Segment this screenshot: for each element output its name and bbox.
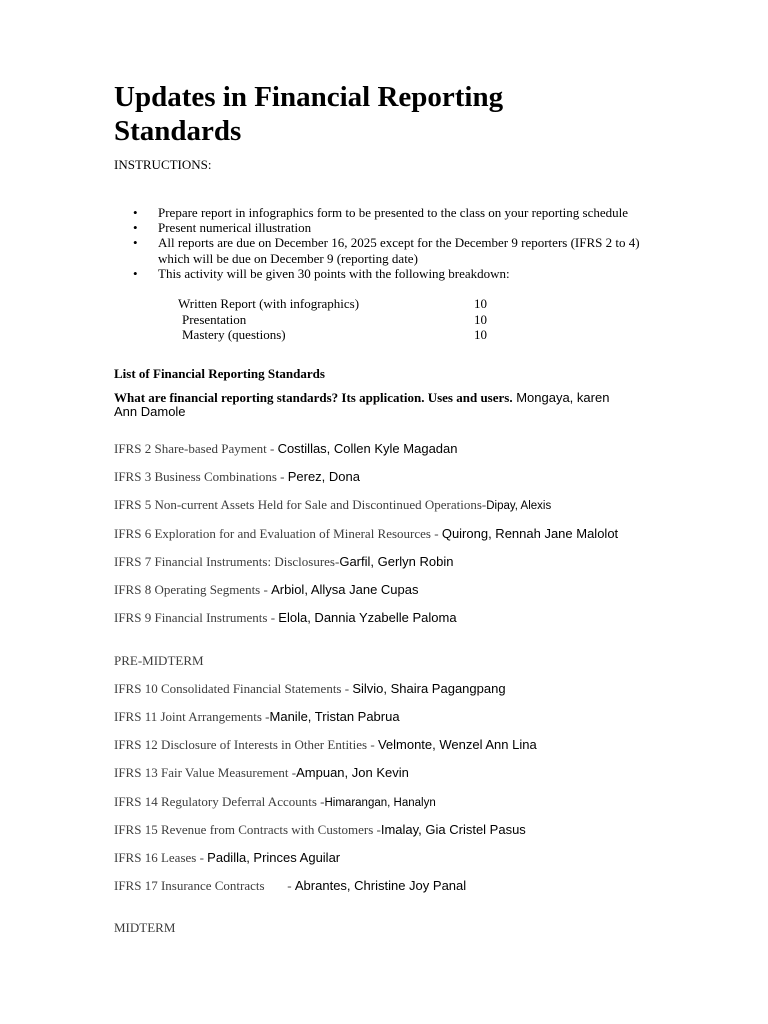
- reporter-name: Manile, Tristan Pabrua: [269, 709, 400, 724]
- standard-name: IFRS 15 Revenue from Contracts with Customers -: [114, 822, 381, 837]
- standard-name: IFRS 12 Disclosure of Interests in Other Entities -: [114, 737, 378, 752]
- standard-name: IFRS 3 Business Combinations -: [114, 469, 288, 484]
- standard-row: [114, 681, 506, 697]
- instructions-list: [114, 205, 674, 281]
- standard-name: IFRS 10 Consolidated Financial Statements -: [114, 681, 353, 696]
- standard-name: IFRS 5 Non-current Assets Held for Sale and Discontinued Operations-: [114, 497, 487, 512]
- list-item: • All reports are due on December 16, 2025 except for the December 9 reporters (IFRS 2 to 4) which will be due on December 9 (reporting date): [133, 235, 640, 266]
- standard-row: [114, 794, 436, 811]
- standard-name: IFRS 17 Insurance Contracts -: [114, 878, 295, 893]
- breakdown-label: Written Report (with infographics): [178, 296, 360, 311]
- reporter-name: Quirong, Rennah Jane Malolot: [441, 526, 619, 541]
- standard-row: [114, 822, 526, 838]
- reporter-name: Ampuan, Jon Kevin: [296, 765, 409, 780]
- standard-row: [114, 582, 419, 598]
- standard-row: [114, 497, 551, 514]
- section-label-premidterm: PRE-MIDTERM: [114, 653, 204, 668]
- reporter-name: Abrantes, Christine Joy Panal: [294, 878, 467, 893]
- breakdown-points: 10: [474, 296, 487, 311]
- bullet-icon: •: [133, 220, 138, 236]
- intro-reporter-cont: Ann Damole: [114, 404, 186, 419]
- reporter-name: Padilla, Princes Aguilar: [207, 850, 341, 865]
- page-title: Updates in Financial Reporting Standards: [114, 81, 504, 147]
- standard-name: IFRS 11 Joint Arrangements -: [114, 709, 270, 724]
- list-heading: List of Financial Reporting Standards: [114, 366, 325, 381]
- standard-row: [114, 441, 458, 457]
- reporter-name: Elola, Dannia Yzabelle Paloma: [278, 610, 457, 625]
- standard-row: [114, 469, 360, 485]
- intro-row: [114, 390, 609, 405]
- reporter-name: Velmonte, Wenzel Ann Lina: [377, 737, 537, 752]
- standard-row: [114, 850, 340, 866]
- bullet-icon: •: [133, 205, 138, 220]
- bullet-icon: •: [133, 265, 138, 281]
- breakdown-points: 10: [474, 312, 487, 327]
- list-item: • This activity will be given 30 points with the following breakdown:: [133, 265, 510, 281]
- intro-reporter: Mongaya, karen: [512, 390, 610, 405]
- standard-row: [114, 878, 466, 894]
- section-label-midterm: MIDTERM: [114, 920, 176, 935]
- standard-row: [114, 737, 537, 753]
- standard-name: IFRS 7 Financial Instruments: Disclosures-: [114, 554, 340, 569]
- standard-name: IFRS 14 Regulatory Deferral Accounts -: [114, 794, 325, 809]
- standard-name: IFRS 6 Exploration for and Evaluation of Mineral Resources -: [114, 526, 442, 541]
- breakdown-label: Presentation: [182, 312, 247, 327]
- reporter-name: Garfil, Gerlyn Robin: [339, 554, 454, 569]
- reporter-name: Arbiol, Allysa Jane Cupas: [271, 582, 419, 597]
- list-item: • Prepare report in infographics form to be presented to the class on your reporting schedule: [133, 205, 629, 220]
- reporter-name: Silvio, Shaira Pagangpang: [352, 681, 506, 696]
- list-item: • Present numerical illustration: [133, 220, 312, 236]
- intro-question: What are financial reporting standards? Its application. Uses and users.: [114, 390, 513, 405]
- breakdown-label: Mastery (questions): [182, 327, 286, 342]
- standard-row: [114, 554, 453, 570]
- reporter-name: Costillas, Collen Kyle Magadan: [277, 441, 458, 456]
- standard-row: [114, 526, 618, 542]
- standard-row: [114, 765, 409, 781]
- standard-name: IFRS 16 Leases -: [114, 850, 208, 865]
- standard-name: IFRS 13 Fair Value Measurement -: [114, 765, 297, 780]
- reporter-name: Imalay, Gia Cristel Pasus: [380, 822, 526, 837]
- standard-row: [114, 709, 400, 725]
- instructions-label: INSTRUCTIONS:: [114, 157, 212, 172]
- standard-name: IFRS 8 Operating Segments -: [114, 582, 272, 597]
- bullet-icon: •: [133, 235, 138, 251]
- standard-row: [114, 610, 457, 626]
- breakdown-points: 10: [474, 327, 487, 342]
- standard-name: IFRS 9 Financial Instruments -: [114, 610, 279, 625]
- reporter-name: Perez, Dona: [287, 469, 360, 484]
- standard-name: IFRS 2 Share-based Payment -: [114, 441, 278, 456]
- reporter-name: Dipay, Alexis: [486, 500, 552, 512]
- reporter-name: Himarangan, Hanalyn: [324, 797, 436, 809]
